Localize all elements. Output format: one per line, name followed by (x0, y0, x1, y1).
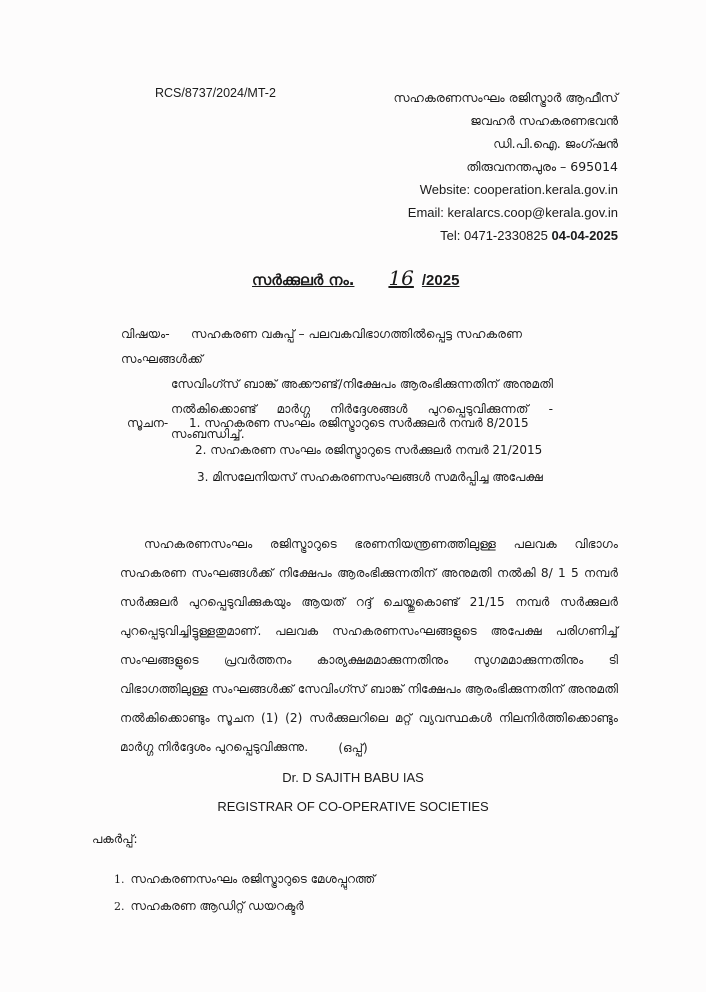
subject-line-1: സഹകരണ വകുപ്പ് – പലവകവിഭാഗത്തിൽപ്പെട്ട സഹകരണ സംഘങ്ങൾക്ക് (121, 327, 523, 366)
body-paragraph: സഹകരണസംഘം രജിസ്ട്രാറുടെ ഭരണനിയന്ത്രണത്തിലുള്ള പലവക വിഭാഗം സഹകരണ സംഘങ്ങൾക്ക് നിക്ഷേപം ആരംഭിക്കുന്നതിന് അനുമതി നൽകി 8/ 1 5 നമ്പർ സർക്കുലർ പുറപ്പെടുവിക്കുകയും ആയത് റദ്ദ് ചെയ്തുകൊണ്ട് 21/15 നമ്പർ സർക്കുലർ പുറപ്പെടുവിച്ചിട്ടുള്ളതുമാണ്. പലവക സഹകരണസംഘങ്ങളുടെ അപേക്ഷ പരിഗണിച്ച് സംഘങ്ങളുടെ പ്രവർത്തനം കാര്യക്ഷമമാക്കുന്നതിനും സുഗമമാക്കുന്നതിനും ടി വിഭാഗത്തിലുള്ള സംഘങ്ങൾക്ക് സേവിംഗ്സ് ബാങ്ക് നിക്ഷേപം ആരംഭിക്കുന്നതിന് അനുമതി നൽകിക്കൊണ്ടും സൂചന (1) (2) സർക്കുലറിലെ മറ്റ് വ്യവസ്ഥകൾ നിലനിർത്തിക്കൊണ്ടും മാർഗ്ഗ നിർദ്ദേശം പുറപ്പെടുവിക്കുന്നു. (120, 537, 618, 755)
references-block (127, 410, 543, 491)
circular-year: /2025 (421, 272, 460, 289)
copy-to-list (114, 866, 375, 920)
copy-to-item (114, 866, 375, 893)
copy-to-text: സഹകരണസംഘം രജിസ്ട്രാറുടെ മേശപ്പുറത്ത് (130, 872, 376, 886)
office-junction: ഡി.പി.ഐ. ജംഗ്ഷൻ (493, 136, 618, 151)
office-address-block (394, 86, 619, 247)
office-tel-date (394, 224, 619, 247)
reference-item: 1. സഹകരണ സംഘം രജിസ്ട്രാറുടെ സർക്കുലർ നമ്പർ 8/2015 (189, 416, 529, 430)
subject-label: വിഷയം- (121, 327, 170, 341)
office-email: Email: keralarcs.coop@kerala.gov.in (407, 205, 618, 220)
copy-to-number: 2. (114, 900, 125, 913)
references-label: സൂചന- (127, 416, 169, 430)
circular-number-heading (252, 266, 459, 290)
reference-number: RCS/8737/2024/MT-2 (155, 86, 276, 100)
circular-label: സർക്കുലർ നം. (252, 271, 355, 289)
copy-to-item (114, 893, 375, 920)
copy-to-number: 1. (114, 873, 125, 886)
reference-item: 3. മിസലേനിയസ് സഹകരണസംഘങ്ങൾ സമർപ്പിച്ച അപേക്ഷ (197, 470, 543, 484)
signatory-name: Dr. D SAJITH BABU IAS (282, 770, 424, 785)
subject-line-2: സേവിംഗ്സ് ബാങ്ക് അക്കൗണ്ട്/നിക്ഷേപം ആരംഭിക്കുന്നതിന് അനുമതി (171, 377, 553, 391)
copy-to-label: പകർപ്പ്: (92, 832, 138, 846)
office-name: സഹകരണസംഘം രജിസ്ട്രാർ ആഫീസ് (393, 90, 618, 105)
reference-item: 2. സഹകരണ സംഘം രജിസ്ട്രാറുടെ സർക്കുലർ നമ്പർ 21/2015 (195, 443, 543, 457)
office-city: തിരുവനന്തപുരം – 695014 (466, 159, 618, 174)
signatory-designation: REGISTRAR OF CO-OPERATIVE SOCIETIES (217, 799, 489, 814)
office-building: ജവഹർ സഹകരണഭവൻ (470, 113, 618, 128)
signature-block (0, 734, 706, 821)
issue-date: 04-04-2025 (551, 228, 618, 243)
signed-mark: (ഒപ്പ്) (338, 741, 368, 755)
circular-number: 16 (388, 266, 414, 290)
references-list (127, 410, 543, 491)
office-tel: Tel: 0471-2330825 (440, 228, 548, 243)
copy-to-text: സഹകരണ ആഡിറ്റ് ഡയറക്ടർ (130, 899, 304, 913)
subject-line-3: നൽകിക്കൊണ്ട് മാർഗ്ഗ നിർദ്ദേശങ്ങൾ പുറപ്പെടുവിക്കുന്നത് - സംബന്ധിച്ച്. (171, 402, 553, 441)
office-website: Website: cooperation.kerala.gov.in (419, 182, 618, 197)
